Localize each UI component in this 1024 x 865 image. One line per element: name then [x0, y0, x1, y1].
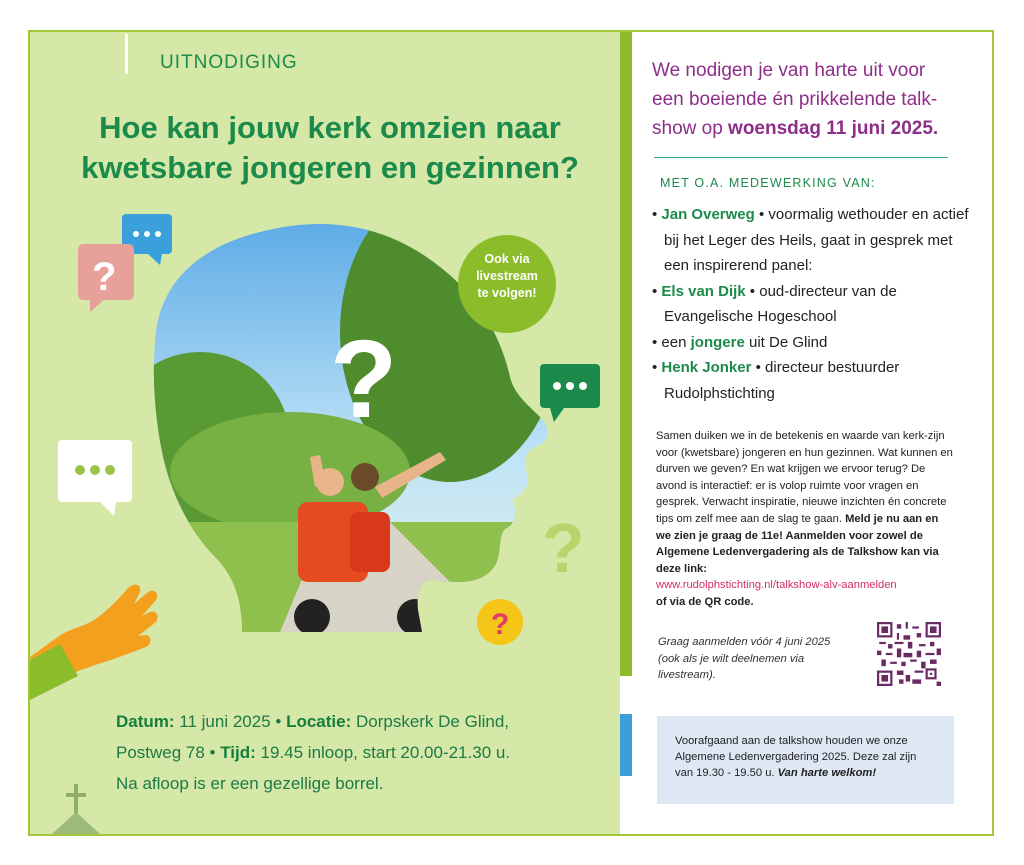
speaker-item [652, 202, 972, 279]
speakers-subhead: MET O.A. MEDEWERKING VAN: [660, 176, 876, 190]
church-cross-icon [52, 784, 100, 834]
registration-deadline-note: Graag aanmelden vóór 4 juni 2025 (ook als je wilt deelnemen via livestream). [658, 636, 831, 682]
locatie-label: Locatie: [286, 712, 352, 731]
eyebrow-label: UITNODIGING [160, 52, 298, 73]
speaker-desc: • oud-directeur van de Evangelische Hogeschool [664, 282, 897, 325]
intro-date: woensdag 11 juni 2025. [728, 118, 939, 139]
chat-bubble-white-icon [58, 440, 132, 516]
intro-line-3 [652, 114, 972, 143]
speaker-name: Jan Overweg [661, 206, 755, 223]
livestream-badge-text [457, 251, 557, 302]
locatie-value: Dorpskerk De Glind, [351, 712, 510, 731]
divider-rule [654, 157, 948, 158]
livestream-line-3: te volgen! [477, 286, 537, 300]
datum-value: 11 juni 2025 • [174, 712, 287, 731]
speaker-name: Els van Dijk [661, 282, 746, 300]
speaker-desc: uit De Glind [744, 333, 828, 351]
question-mark-icon [330, 318, 397, 441]
registration-link[interactable]: www.rudolphstichting.nl/talkshow-alv-aanmelden [656, 579, 897, 592]
headline [40, 108, 620, 188]
speaker-bullet: • een [652, 333, 691, 351]
member-meeting-box [657, 716, 954, 804]
divider-bar-green [620, 32, 632, 676]
decorative-tick [125, 34, 128, 74]
intro-text [652, 56, 972, 143]
speakers-list [652, 202, 972, 406]
headline-line-1: Hoe kan jouw kerk omzien naar [99, 110, 561, 145]
hand-icon [30, 585, 158, 700]
divider-bar-blue [620, 714, 632, 776]
speaker-bullet: • [652, 206, 662, 223]
svg-text:?: ? [330, 318, 398, 441]
speaker-name: Henk Jonker [661, 359, 752, 376]
livestream-line-2: livestream [476, 269, 538, 283]
question-bubble-pink-icon [78, 244, 134, 312]
question-circle-icon [477, 599, 523, 645]
headline-line-2: kwetsbare jongeren en gezinnen? [81, 150, 579, 185]
speaker-name: jongere [690, 333, 745, 351]
intro-line-3-prefix: show op [652, 118, 729, 139]
livestream-line-1: Ook via [484, 252, 530, 266]
address: Postweg 78 • [116, 743, 221, 762]
registration-link-suffix: of via de QR code. [656, 595, 754, 608]
speaker-item [652, 279, 972, 330]
svg-text:?: ? [491, 608, 510, 641]
description-cta: Meld je nu aan en we zien je graag de 11e! Aanmelden voor zowel de Algemene Ledenvergadering als de Talkshow kan via deze link: [656, 512, 939, 575]
qr-code-icon[interactable] [877, 622, 941, 686]
description-body: Samen duiken we in de betekenis en waarde van kerk-zijn voor (kwetsbare) jongeren en hun gezinnen. Wat kunnen en durven we geven? En wat krijgen we ervoor terug? De avond is interactief: er is volop ruimte voor vragen en gesprek. Verwacht inspiratie, nieuwe inzichten én concrete tips om zelf mee aan de slag te gaan. [656, 430, 953, 525]
details-line-1 [116, 706, 616, 737]
tijd-label: Tijd: [220, 743, 256, 762]
details-line-2 [116, 737, 616, 768]
speaker-item [652, 330, 972, 356]
datum-label: Datum: [116, 712, 175, 731]
speaker-desc: • directeur bestuurder Rudolphstichting [664, 359, 900, 402]
speaker-bullet: • [652, 359, 662, 376]
details-line-3: Na afloop is er een gezellige borrel. [116, 774, 384, 793]
speaker-item [652, 355, 972, 406]
tijd-value: 19.45 inloop, start 20.00-21.30 u. [255, 743, 511, 762]
welcome-text: Van harte welkom! [777, 767, 877, 780]
svg-text:?: ? [92, 255, 117, 299]
event-details [116, 706, 616, 799]
intro-line-1: We nodigen je van harte uit voor [652, 60, 926, 81]
chat-bubble-green-icon [540, 364, 600, 422]
svg-text:?: ? [542, 509, 585, 587]
speaker-bullet: • [652, 282, 662, 300]
question-mark-green-icon [542, 509, 585, 587]
speaker-desc: • voormalig wethouder en actief bij het Leger des Heils, gaat in gesprek met een inspirerend panel: [664, 206, 969, 274]
description-text [656, 428, 956, 611]
intro-line-2: een boeiende én prikkelende talk- [652, 89, 938, 110]
member-meeting-text: Voorafgaand aan de talkshow houden we onze Algemene Ledenvergadering 2025. Deze zal zijn van 19.30 - 19.50 u. [675, 735, 917, 780]
